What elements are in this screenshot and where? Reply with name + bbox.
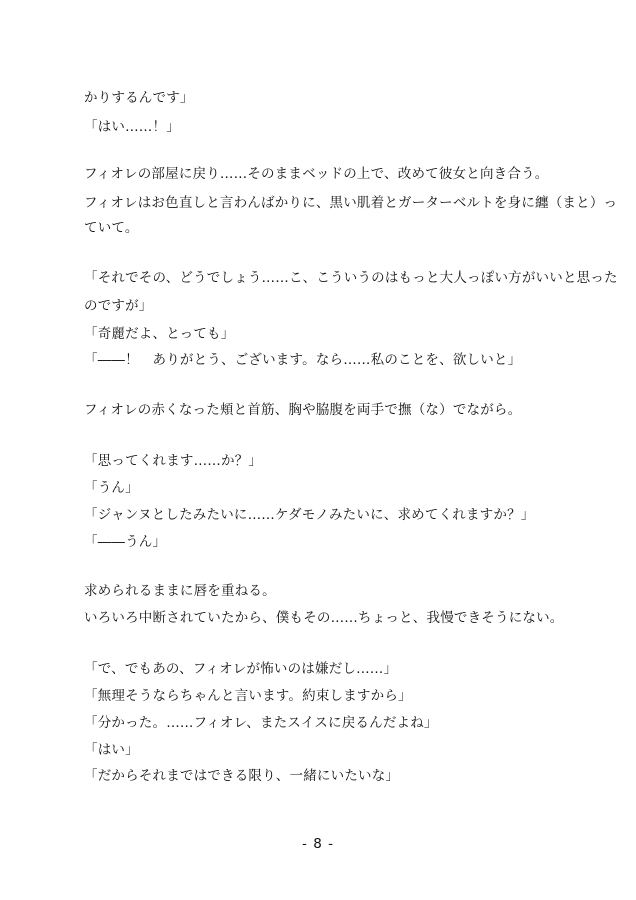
text-line: フィオレはお色直しと言わんばかりに、黒い肌着とガーターベルトを身に纏（まと）っ: [84, 195, 618, 211]
text-line: 「思ってくれます……か？」: [84, 453, 263, 469]
text-line: 「で、でもあの、フィオレが怖いのは嫌だし……」: [84, 661, 398, 677]
text-line: 「無理そうならちゃんと言います。約束しますから」: [84, 688, 412, 704]
page-number: - 8 -: [302, 836, 334, 852]
text-line: 「――！ ありがとう、ございます。なら……私のことを、欲しいと」: [84, 352, 522, 368]
text-line: 「それでその、どうでしょう……こ、こういうのはもっと大人っぽい方がいいと思った: [84, 270, 618, 286]
text-line: 「はい……！」: [84, 119, 180, 135]
text-line: のですが」: [84, 298, 153, 314]
text-line: ていて。: [84, 220, 139, 236]
text-line: 「ジャンヌとしたみたいに……ケダモノみたいに、求めてくれますか？」: [84, 507, 535, 523]
text-line: フィオレの赤くなった頬と首筋、胸や脇腹を両手で撫（な）でながら。: [84, 402, 522, 418]
text-line: 「――うん」: [84, 534, 167, 550]
text-line: 「奇麗だよ、とっても」: [84, 326, 235, 342]
text-line: いろいろ中断されていたから、僕もその……ちょっと、我慢できそうにない。: [84, 610, 564, 626]
text-line: 「だからそれまではできる限り、一緒にいたいな」: [84, 768, 400, 784]
text-line: 「分かった。……フィオレ、またスイスに戻るんだよね」: [84, 715, 438, 731]
text-line: かりするんです」: [84, 90, 194, 106]
text-line: フィオレの部屋に戻り……そのままベッドの上で、改めて彼女と向き合う。: [84, 166, 549, 182]
text-line: 「はい」: [84, 742, 139, 758]
text-line: 「うん」: [84, 480, 139, 496]
text-line: 求められるままに唇を重ねる。: [84, 583, 276, 599]
